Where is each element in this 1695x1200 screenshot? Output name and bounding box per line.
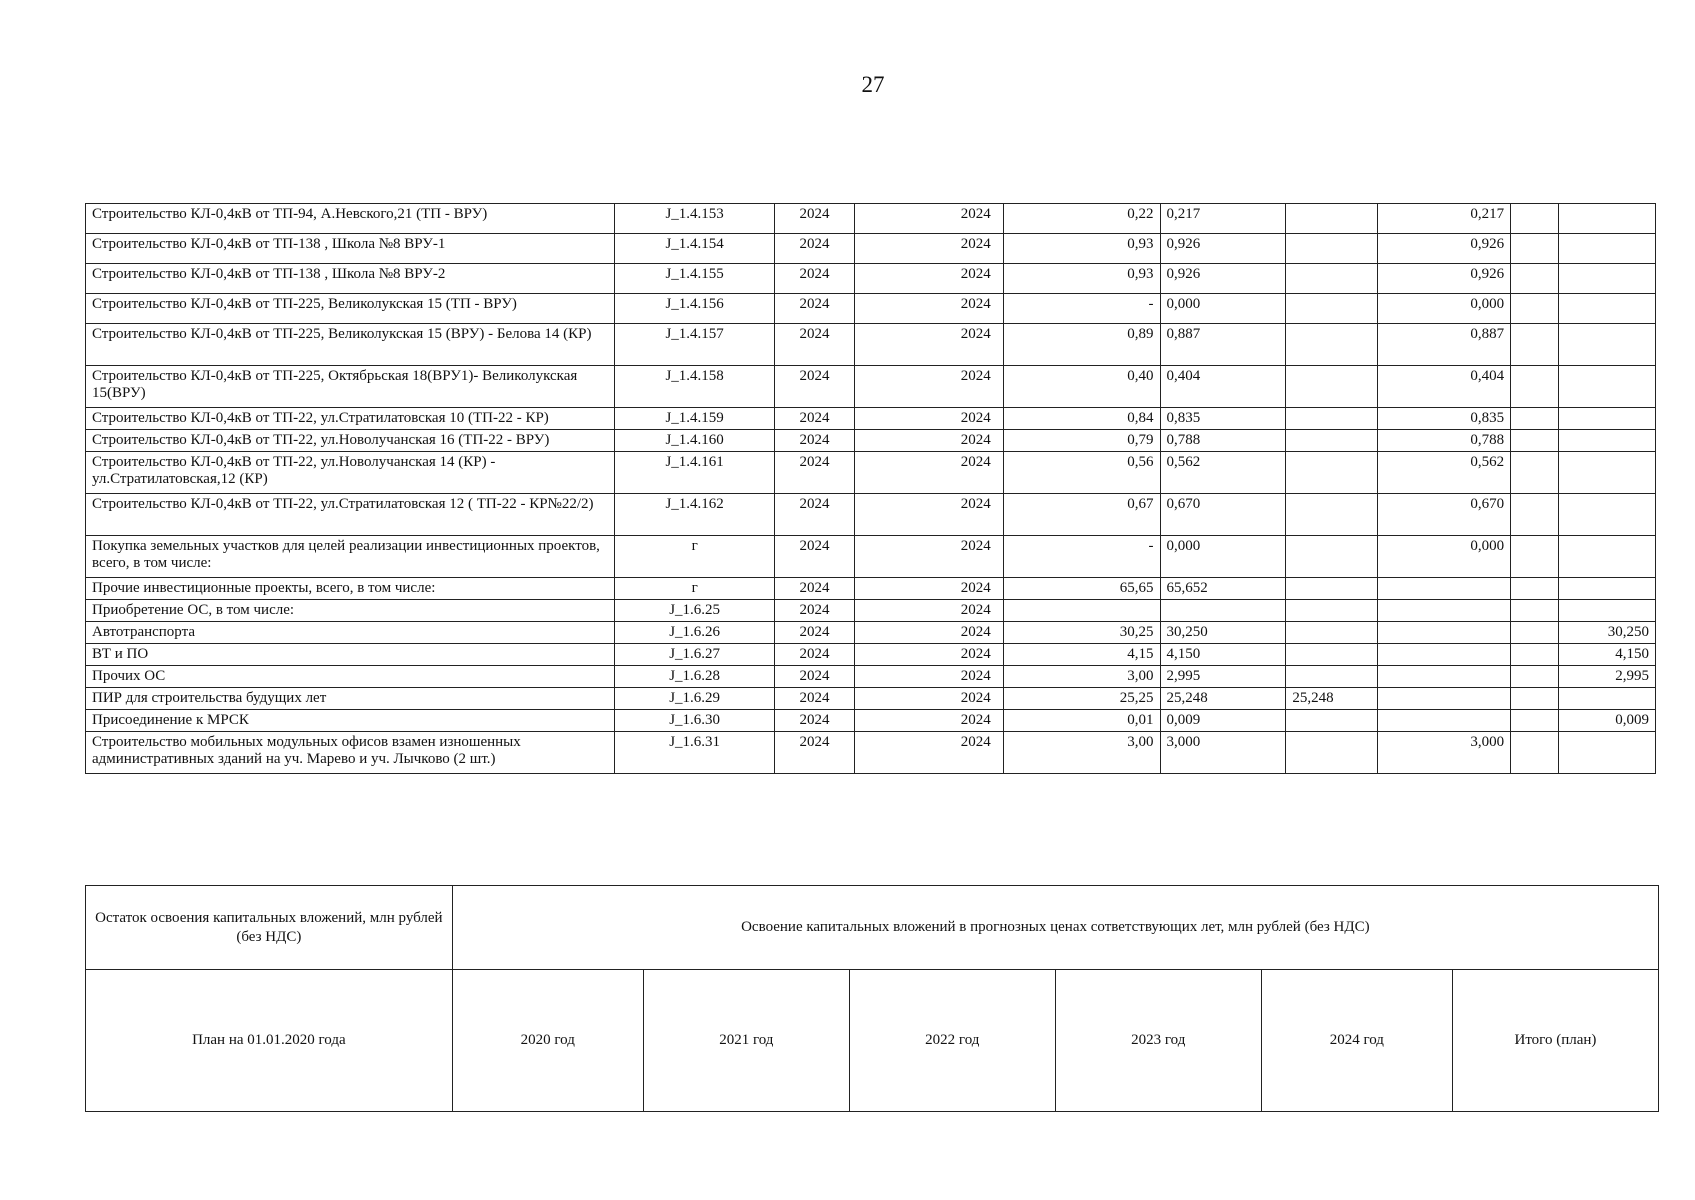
project-name: ПИР для строительства будущих лет	[86, 688, 615, 710]
value-cell	[1286, 324, 1378, 366]
value-cell: 3,00	[1003, 666, 1160, 688]
year-end: 2024	[854, 324, 1003, 366]
table-row	[86, 600, 1656, 622]
year-end: 2024	[854, 366, 1003, 408]
value-cell: 0,01	[1003, 710, 1160, 732]
value-cell	[1286, 430, 1378, 452]
value-cell	[1559, 204, 1656, 234]
value-cell	[1511, 366, 1559, 408]
table-row	[86, 688, 1656, 710]
project-code: J_1.6.26	[615, 622, 775, 644]
year-end: 2024	[854, 622, 1003, 644]
value-cell	[1511, 600, 1559, 622]
value-cell	[1286, 644, 1378, 666]
value-cell	[1511, 622, 1559, 644]
value-cell: 0,89	[1003, 324, 1160, 366]
value-cell	[1511, 732, 1559, 774]
value-cell	[1559, 600, 1656, 622]
value-cell	[1511, 666, 1559, 688]
project-code: J_1.4.153	[615, 204, 775, 234]
project-name: Строительство КЛ-0,4кВ от ТП-138 , Школа №8 ВРУ-2	[86, 264, 615, 294]
project-code: J_1.6.25	[615, 600, 775, 622]
value-cell	[1559, 234, 1656, 264]
year-end: 2024	[854, 710, 1003, 732]
value-cell	[1378, 622, 1511, 644]
value-cell: 0,926	[1160, 234, 1286, 264]
value-cell: 0,217	[1378, 204, 1511, 234]
year-start: 2024	[775, 536, 855, 578]
value-cell: -	[1003, 294, 1160, 324]
project-name: Автотранспорта	[86, 622, 615, 644]
year-start: 2024	[775, 666, 855, 688]
value-cell	[1286, 294, 1378, 324]
year-2024-header: 2024 год	[1261, 970, 1452, 1112]
value-cell: 0,926	[1378, 264, 1511, 294]
page-number: 27	[861, 72, 885, 97]
plan-header: План на 01.01.2020 года	[86, 970, 453, 1112]
investment-projects-table	[85, 203, 1656, 774]
value-cell	[1511, 430, 1559, 452]
value-cell	[1559, 452, 1656, 494]
value-cell: 0,670	[1160, 494, 1286, 536]
year-2020-header: 2020 год	[452, 970, 643, 1112]
value-cell	[1559, 294, 1656, 324]
year-end: 2024	[854, 666, 1003, 688]
value-cell: 0,000	[1160, 536, 1286, 578]
value-cell: 0,22	[1003, 204, 1160, 234]
value-cell: 4,15	[1003, 644, 1160, 666]
table-header-row	[86, 970, 1659, 1112]
project-name: Строительство КЛ-0,4кВ от ТП-225, Великолукская 15 (ВРУ) - Белова 14 (КР)	[86, 324, 615, 366]
value-cell	[1286, 536, 1378, 578]
value-cell	[1286, 366, 1378, 408]
table-row	[86, 264, 1656, 294]
table-row	[86, 294, 1656, 324]
value-cell: 3,000	[1160, 732, 1286, 774]
value-cell	[1286, 666, 1378, 688]
year-start: 2024	[775, 264, 855, 294]
project-name: Строительство КЛ-0,4кВ от ТП-22, ул.Стратилатовская 10 (ТП-22 - КР)	[86, 408, 615, 430]
value-cell	[1511, 452, 1559, 494]
table-row	[86, 622, 1656, 644]
year-end: 2024	[854, 536, 1003, 578]
value-cell	[1378, 666, 1511, 688]
year-end: 2024	[854, 600, 1003, 622]
value-cell: 0,835	[1160, 408, 1286, 430]
year-end: 2024	[854, 578, 1003, 600]
table-row	[86, 644, 1656, 666]
value-cell	[1511, 204, 1559, 234]
year-start: 2024	[775, 430, 855, 452]
project-code: г	[615, 578, 775, 600]
project-name: Прочие инвестиционные проекты, всего, в том числе:	[86, 578, 615, 600]
year-end: 2024	[854, 688, 1003, 710]
value-cell	[1559, 732, 1656, 774]
year-start: 2024	[775, 294, 855, 324]
value-cell	[1511, 710, 1559, 732]
value-cell: 0,79	[1003, 430, 1160, 452]
value-cell	[1286, 622, 1378, 644]
value-cell	[1559, 408, 1656, 430]
project-name: Строительство КЛ-0,4кВ от ТП-22, ул.Стратилатовская 12 ( ТП-22 - КР№22/2)	[86, 494, 615, 536]
value-cell: 25,25	[1003, 688, 1160, 710]
project-name: Приобретение ОС, в том числе:	[86, 600, 615, 622]
table-header-row	[86, 886, 1659, 970]
value-cell: 0,67	[1003, 494, 1160, 536]
value-cell: 0,40	[1003, 366, 1160, 408]
table-row	[86, 666, 1656, 688]
table-row	[86, 710, 1656, 732]
project-name: Строительство КЛ-0,4кВ от ТП-225, Великолукская 15 (ТП - ВРУ)	[86, 294, 615, 324]
value-cell: 0,404	[1160, 366, 1286, 408]
year-2021-header: 2021 год	[643, 970, 849, 1112]
table-row	[86, 234, 1656, 264]
project-code: J_1.4.159	[615, 408, 775, 430]
value-cell: 0,926	[1378, 234, 1511, 264]
project-code: г	[615, 536, 775, 578]
value-cell	[1511, 408, 1559, 430]
value-cell	[1286, 578, 1378, 600]
table-row	[86, 324, 1656, 366]
project-code: J_1.4.160	[615, 430, 775, 452]
value-cell	[1511, 688, 1559, 710]
value-cell	[1511, 324, 1559, 366]
value-cell	[1286, 732, 1378, 774]
value-cell	[1378, 710, 1511, 732]
year-end: 2024	[854, 204, 1003, 234]
value-cell: 25,248	[1286, 688, 1378, 710]
value-cell	[1511, 234, 1559, 264]
project-code: J_1.4.162	[615, 494, 775, 536]
value-cell	[1511, 644, 1559, 666]
value-cell: 0,788	[1160, 430, 1286, 452]
year-end: 2024	[854, 644, 1003, 666]
total-header: Итого (план)	[1452, 970, 1658, 1112]
project-code: J_1.4.154	[615, 234, 775, 264]
project-name: Строительство КЛ-0,4кВ от ТП-22, ул.Новолучанская 14 (КР) - ул.Стратилатовская,12 (КР)	[86, 452, 615, 494]
value-cell: 0,000	[1378, 294, 1511, 324]
value-cell: 30,250	[1160, 622, 1286, 644]
value-cell: 2,995	[1559, 666, 1656, 688]
year-start: 2024	[775, 452, 855, 494]
value-cell	[1511, 264, 1559, 294]
year-start: 2024	[775, 600, 855, 622]
year-end: 2024	[854, 494, 1003, 536]
table-row	[86, 204, 1656, 234]
table-row	[86, 408, 1656, 430]
year-end: 2024	[854, 234, 1003, 264]
value-cell: 3,000	[1378, 732, 1511, 774]
value-cell	[1559, 430, 1656, 452]
value-cell	[1511, 494, 1559, 536]
value-cell	[1378, 688, 1511, 710]
table-row	[86, 536, 1656, 578]
project-name: Строительство КЛ-0,4кВ от ТП-94, А.Невского,21 (ТП - ВРУ)	[86, 204, 615, 234]
value-cell: 2,995	[1160, 666, 1286, 688]
value-cell	[1511, 536, 1559, 578]
table-row	[86, 452, 1656, 494]
value-cell	[1559, 366, 1656, 408]
year-end: 2024	[854, 264, 1003, 294]
capital-investment-header-table	[85, 885, 1659, 1112]
project-name: Строительство КЛ-0,4кВ от ТП-225, Октябрьская 18(ВРУ1)- Великолукская 15(ВРУ)	[86, 366, 615, 408]
value-cell	[1559, 264, 1656, 294]
project-code: J_1.6.28	[615, 666, 775, 688]
value-cell	[1559, 536, 1656, 578]
year-start: 2024	[775, 408, 855, 430]
value-cell: 0,562	[1378, 452, 1511, 494]
value-cell: 0,887	[1160, 324, 1286, 366]
project-code: J_1.6.29	[615, 688, 775, 710]
project-code: J_1.6.27	[615, 644, 775, 666]
project-code: J_1.4.157	[615, 324, 775, 366]
value-cell	[1286, 710, 1378, 732]
year-start: 2024	[775, 494, 855, 536]
value-cell	[1003, 600, 1160, 622]
value-cell	[1511, 294, 1559, 324]
value-cell	[1559, 578, 1656, 600]
value-cell: 30,25	[1003, 622, 1160, 644]
project-name: Покупка земельных участков для целей реализации инвестиционных проектов, всего, в том числе:	[86, 536, 615, 578]
value-cell: 0,404	[1378, 366, 1511, 408]
project-name: Присоединение к МРСК	[86, 710, 615, 732]
project-code: J_1.6.31	[615, 732, 775, 774]
value-cell: 0,217	[1160, 204, 1286, 234]
value-cell: 0,887	[1378, 324, 1511, 366]
year-end: 2024	[854, 430, 1003, 452]
table-row	[86, 494, 1656, 536]
project-code: J_1.4.156	[615, 294, 775, 324]
value-cell: 25,248	[1160, 688, 1286, 710]
value-cell: 0,93	[1003, 234, 1160, 264]
value-cell	[1378, 644, 1511, 666]
value-cell	[1559, 324, 1656, 366]
project-name: ВТ и ПО	[86, 644, 615, 666]
year-start: 2024	[775, 234, 855, 264]
value-cell: 0,009	[1160, 710, 1286, 732]
value-cell	[1378, 578, 1511, 600]
value-cell: 0,84	[1003, 408, 1160, 430]
project-name: Строительство мобильных модульных офисов взамен изношенных административных зданий на уч. Марево и уч. Лычково (2 шт.)	[86, 732, 615, 774]
value-cell: 0,835	[1378, 408, 1511, 430]
value-cell	[1286, 452, 1378, 494]
value-cell: 30,250	[1559, 622, 1656, 644]
value-cell	[1286, 264, 1378, 294]
value-cell: -	[1003, 536, 1160, 578]
value-cell: 0,000	[1160, 294, 1286, 324]
table-row	[86, 366, 1656, 408]
year-start: 2024	[775, 732, 855, 774]
year-end: 2024	[854, 408, 1003, 430]
value-cell: 65,65	[1003, 578, 1160, 600]
value-cell: 0,788	[1378, 430, 1511, 452]
remainder-header: Остаток освоения капитальных вложений, млн рублей (без НДС)	[86, 886, 453, 970]
value-cell: 0,009	[1559, 710, 1656, 732]
value-cell	[1286, 600, 1378, 622]
value-cell: 0,562	[1160, 452, 1286, 494]
project-code: J_1.6.30	[615, 710, 775, 732]
year-start: 2024	[775, 324, 855, 366]
value-cell: 65,652	[1160, 578, 1286, 600]
value-cell	[1286, 204, 1378, 234]
year-end: 2024	[854, 732, 1003, 774]
value-cell: 0,56	[1003, 452, 1160, 494]
year-start: 2024	[775, 644, 855, 666]
project-code: J_1.4.161	[615, 452, 775, 494]
year-2023-header: 2023 год	[1055, 970, 1261, 1112]
year-end: 2024	[854, 452, 1003, 494]
year-2022-header: 2022 год	[849, 970, 1055, 1112]
project-name: Прочих ОС	[86, 666, 615, 688]
value-cell	[1286, 408, 1378, 430]
project-code: J_1.4.155	[615, 264, 775, 294]
project-name: Строительство КЛ-0,4кВ от ТП-138 , Школа №8 ВРУ-1	[86, 234, 615, 264]
value-cell: 3,00	[1003, 732, 1160, 774]
table-row	[86, 732, 1656, 774]
development-header: Освоение капитальных вложений в прогнозных ценах сответствующих лет, млн рублей (без НДС)	[452, 886, 1658, 970]
value-cell	[1559, 688, 1656, 710]
value-cell: 0,670	[1378, 494, 1511, 536]
year-start: 2024	[775, 204, 855, 234]
value-cell	[1286, 494, 1378, 536]
value-cell: 0,000	[1378, 536, 1511, 578]
value-cell	[1286, 234, 1378, 264]
year-start: 2024	[775, 578, 855, 600]
year-start: 2024	[775, 366, 855, 408]
project-code: J_1.4.158	[615, 366, 775, 408]
value-cell	[1378, 600, 1511, 622]
value-cell	[1511, 578, 1559, 600]
project-name: Строительство КЛ-0,4кВ от ТП-22, ул.Новолучанская 16 (ТП-22 - ВРУ)	[86, 430, 615, 452]
value-cell: 0,926	[1160, 264, 1286, 294]
table-row	[86, 578, 1656, 600]
value-cell: 4,150	[1160, 644, 1286, 666]
table-row	[86, 430, 1656, 452]
value-cell	[1559, 494, 1656, 536]
year-start: 2024	[775, 688, 855, 710]
year-start: 2024	[775, 710, 855, 732]
value-cell	[1160, 600, 1286, 622]
value-cell: 4,150	[1559, 644, 1656, 666]
year-end: 2024	[854, 294, 1003, 324]
year-start: 2024	[775, 622, 855, 644]
value-cell: 0,93	[1003, 264, 1160, 294]
